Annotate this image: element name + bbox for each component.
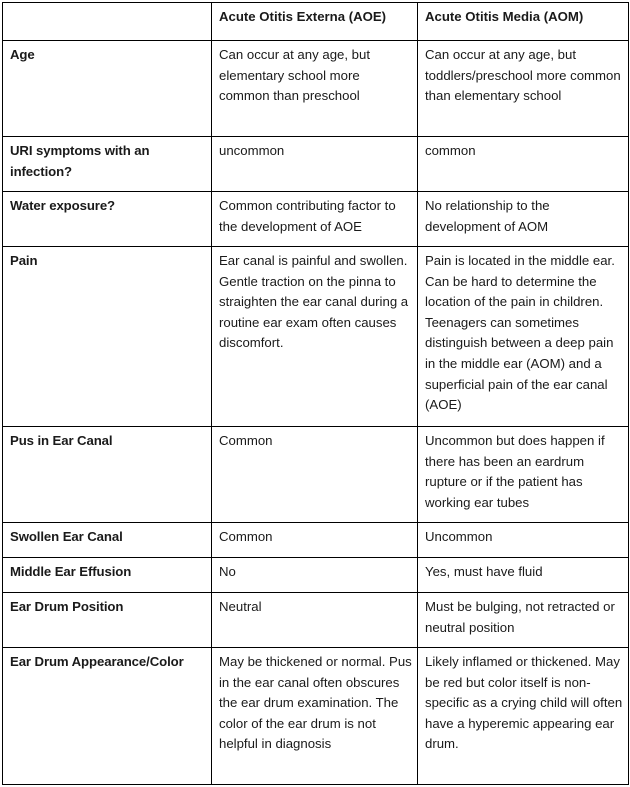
aom-cell: Pain is located in the middle ear. Can be hard to determine the location of the pain in children. Teenagers can sometimes distinguish between a deep pain in the middle ear (AOM) and a superficial pain of the ear canal (AOE) (418, 247, 629, 427)
aoe-cell: Common (212, 427, 418, 523)
aom-cell: Uncommon (418, 523, 629, 558)
aoe-cell: Can occur at any age, but elementary school more common than preschool (212, 41, 418, 137)
header-cell-aoe: Acute Otitis Externa (AOE) (212, 3, 418, 41)
table-row-drum-appearance (3, 648, 629, 785)
header-cell-empty (3, 3, 212, 41)
table-row-drum-position (3, 593, 629, 648)
aom-cell: common (418, 137, 629, 192)
table-row-age (3, 41, 629, 137)
row-label: Ear Drum Position (3, 593, 212, 648)
aoe-cell: May be thickened or normal. Pus in the ear canal often obscures the ear drum examination. The color of the ear drum is not helpful in diagnosis (212, 648, 418, 785)
comparison-table (2, 2, 629, 785)
row-label: Swollen Ear Canal (3, 523, 212, 558)
table-row-effusion (3, 558, 629, 593)
aom-cell: Yes, must have fluid (418, 558, 629, 593)
row-label: Middle Ear Effusion (3, 558, 212, 593)
row-label: Age (3, 41, 212, 137)
row-label: Ear Drum Appearance/Color (3, 648, 212, 785)
aom-cell: No relationship to the development of AOM (418, 192, 629, 247)
table-row-swollen (3, 523, 629, 558)
table-row-pain (3, 247, 629, 427)
table-row-water (3, 192, 629, 247)
aoe-cell: uncommon (212, 137, 418, 192)
aoe-cell: Common (212, 523, 418, 558)
aoe-cell: No (212, 558, 418, 593)
aom-cell: Must be bulging, not retracted or neutral position (418, 593, 629, 648)
aom-cell: Can occur at any age, but toddlers/preschool more common than elementary school (418, 41, 629, 137)
row-label: Water exposure? (3, 192, 212, 247)
aoe-cell: Common contributing factor to the development of AOE (212, 192, 418, 247)
aoe-cell: Neutral (212, 593, 418, 648)
header-row (3, 3, 629, 41)
aom-cell: Uncommon but does happen if there has been an eardrum rupture or if the patient has working ear tubes (418, 427, 629, 523)
row-label: Pus in Ear Canal (3, 427, 212, 523)
table-row-pus (3, 427, 629, 523)
header-cell-aom: Acute Otitis Media (AOM) (418, 3, 629, 41)
aom-cell: Likely inflamed or thickened. May be red but color itself is non-specific as a crying child will often have a hyperemic appearing ear drum. (418, 648, 629, 785)
row-label: Pain (3, 247, 212, 427)
row-label: URI symptoms with an infection? (3, 137, 212, 192)
table-row-uri (3, 137, 629, 192)
aoe-cell: Ear canal is painful and swollen. Gentle traction on the pinna to straighten the ear canal during a routine ear exam often causes discomfort. (212, 247, 418, 427)
